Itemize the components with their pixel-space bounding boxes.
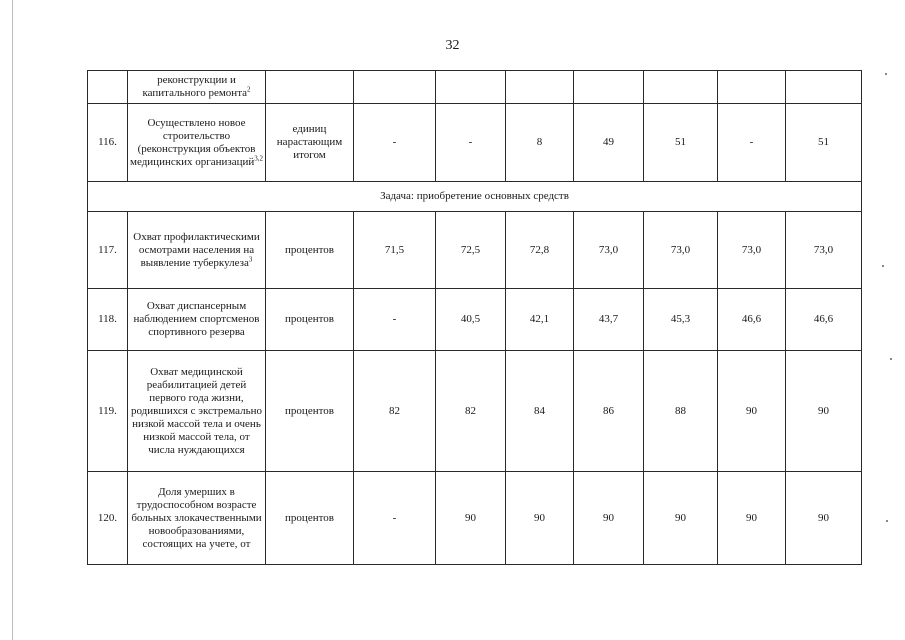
value-cell — [354, 71, 436, 104]
value-cell — [644, 71, 718, 104]
value-cell: 90 — [644, 472, 718, 565]
value-cell: 71,5 — [354, 212, 436, 289]
value-cell: 73,0 — [644, 212, 718, 289]
value-cell: 45,3 — [644, 289, 718, 351]
unit-cell: процентов — [266, 212, 354, 289]
page-edge-line — [12, 0, 13, 640]
table-row — [88, 71, 862, 104]
value-cell: 90 — [786, 472, 862, 565]
scan-speck — [882, 265, 884, 267]
unit-cell: единиц нарастающим итогом — [266, 104, 354, 182]
page-number: 32 — [445, 38, 460, 53]
unit-cell: процентов — [266, 351, 354, 472]
value-cell: 86 — [574, 351, 644, 472]
unit-cell: процентов — [266, 289, 354, 351]
value-cell: 88 — [644, 351, 718, 472]
value-cell — [574, 71, 644, 104]
task-heading: Задача: приобретение основных средств — [88, 182, 862, 212]
indicator-name: Охват медицинской реабилитацией детей первого года жизни, родившихся с экстремально низкой массой тела и очень низкой массой тела, от числа нуждающихся — [128, 351, 266, 472]
value-cell: 82 — [436, 351, 506, 472]
value-cell: - — [436, 104, 506, 182]
scan-speck — [885, 73, 887, 75]
row-number — [88, 71, 128, 104]
value-cell: 46,6 — [786, 289, 862, 351]
value-cell: 73,0 — [718, 212, 786, 289]
value-cell: 90 — [786, 351, 862, 472]
indicator-name: Охват профилактическими осмотрами населения на выявление туберкулеза$^3$ — [128, 212, 266, 289]
row-number: 120. — [88, 472, 128, 565]
table-row — [88, 289, 862, 351]
value-cell: 51 — [644, 104, 718, 182]
value-cell: 90 — [574, 472, 644, 565]
unit-cell: процентов — [266, 472, 354, 565]
indicator-table — [87, 70, 862, 565]
value-cell: - — [718, 104, 786, 182]
value-cell: 42,1 — [506, 289, 574, 351]
table-row — [88, 212, 862, 289]
value-cell: 72,5 — [436, 212, 506, 289]
value-cell: 82 — [354, 351, 436, 472]
value-cell: 43,7 — [574, 289, 644, 351]
indicator-name: Доля умерших в трудоспособном возрасте больных злокачественными новообразованиями, состоящих на учете, от — [128, 472, 266, 565]
value-cell: 84 — [506, 351, 574, 472]
value-cell: 90 — [506, 472, 574, 565]
task-row — [88, 182, 862, 212]
row-number: 117. — [88, 212, 128, 289]
value-cell: 46,6 — [718, 289, 786, 351]
table-row — [88, 351, 862, 472]
value-cell: - — [354, 104, 436, 182]
value-cell: 49 — [574, 104, 644, 182]
table-row — [88, 104, 862, 182]
indicator-name: Осуществлено новое строительство (реконструкция объектов медицинских организаций$^{3,2}$ — [128, 104, 266, 182]
value-cell — [786, 71, 862, 104]
value-cell — [506, 71, 574, 104]
value-cell: 90 — [718, 472, 786, 565]
row-number: 116. — [88, 104, 128, 182]
value-cell: 90 — [718, 351, 786, 472]
value-cell: 40,5 — [436, 289, 506, 351]
value-cell: 73,0 — [574, 212, 644, 289]
value-cell — [718, 71, 786, 104]
value-cell: 90 — [436, 472, 506, 565]
row-number: 119. — [88, 351, 128, 472]
value-cell: 8 — [506, 104, 574, 182]
table-row — [88, 472, 862, 565]
value-cell: 73,0 — [786, 212, 862, 289]
row-number: 118. — [88, 289, 128, 351]
indicator-name: реконструкции и капитального ремонта$^2$ — [128, 71, 266, 104]
value-cell: - — [354, 289, 436, 351]
unit-cell — [266, 71, 354, 104]
scan-speck — [890, 358, 892, 360]
value-cell: 51 — [786, 104, 862, 182]
value-cell: - — [354, 472, 436, 565]
scan-speck — [886, 520, 888, 522]
indicator-name: Охват диспансерным наблюдением спортсменов спортивного резерва — [128, 289, 266, 351]
value-cell: 72,8 — [506, 212, 574, 289]
value-cell — [436, 71, 506, 104]
